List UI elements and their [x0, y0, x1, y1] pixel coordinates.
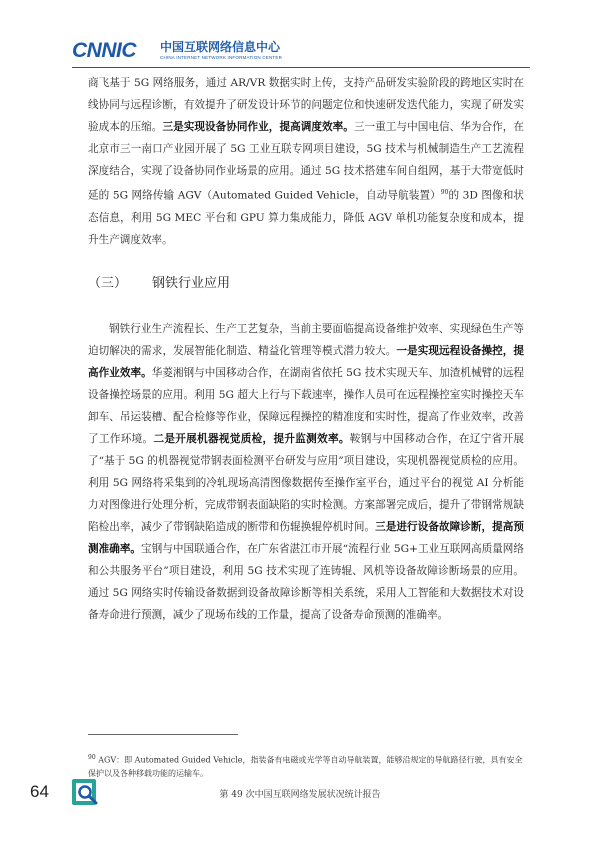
section-title: 钢铁行业应用	[152, 276, 231, 291]
paragraph-text: 商飞基于 5G 网络服务，通过 AR/VR 数据实时上传，支持产品研发实验阶段的跨地区实时在线协同与远程诊断，有效提升了研发设计环节的问题定位和快速研发迭代能力，实现了研发实验成本的压缩。	[88, 77, 524, 133]
paragraph-text: 钢铁行业生产流程长、生产工艺复杂，当前主要面临提高设备维护效率、实现绿色生产等迫切解决的需求，发展智能化制造、精益化管理等模式潜力较大。	[88, 323, 524, 357]
paragraph-text: 宝钢与中国联通合作，在广东省湛江市开展“流程行业 5G+工业互联网高质量网络和公共服务平台”项目建设，利用 5G 技术实现了连铸辊、风机等设备故障诊断场景的应用。通过 5G 网络实时传输设备数据到设备故障诊断等相关系统，采用人工智能和大数据技术对设备寿命进行预测，减少了现场布线的工作量，提高了设备寿命预测的准确率。	[88, 543, 525, 621]
bold-point: 一是实现远程设备操控，提高作业效率。	[88, 345, 525, 379]
footnote-reference[interactable]: 90	[440, 189, 449, 196]
footnote-number: 90	[88, 754, 96, 761]
footnote-text: AGV：即 Automated Guided Vehicle，指装备有电磁或光学等自动导航装置，能够沿规定的导航路径行驶，具有安全保护以及各种移载功能的运输车。	[88, 755, 523, 778]
footnote	[88, 751, 524, 780]
body-paragraph-2	[88, 318, 524, 626]
report-title: 第 49 次中国互联网络发展状况统计报告	[219, 790, 381, 800]
page-number: 64	[30, 782, 49, 801]
bold-point: 二是开展机器视觉质检，提升监测效率。	[153, 433, 350, 445]
paragraph-text: 鞍钢与中国移动合作，在辽宁省开展了“基于 5G 的机器视觉带钢表面检测平台研发与应用”项目建设，实现机器视觉质检的应用。利用 5G 网络将采集到的冷轧现场高清图像数据传至操作室平台，通过平台的视觉 AI 分析能力对图像进行处理分析，完成带钢表面缺陷的实时检测。方案部署完成后，提升了带钢常规缺陷检出率，减少了带钢缺陷造成的断带和伤辊换辊停机时间。	[88, 433, 525, 533]
paragraph-text: 三一重工与中国电信、华为合作，在北京市三一南口产业园开展了 5G 工业互联专网项目建设，5G 技术与机械制造生产工艺流程深度结合，实现了设备协同作业场景的应用。通过 5G 技术搭建车间自组网，基于大带宽低时延的 5G 网络传输 AGV（Automated Guided Vehicle，自动导航装置）	[88, 121, 525, 202]
bold-point: 三是进行设备故障诊断，提高预测准确率。	[88, 521, 525, 555]
section-number: （三）	[88, 276, 128, 291]
org-name-cn: 中国互联网络信息中心	[160, 40, 281, 54]
page-header	[72, 32, 532, 64]
org-name-en: CHINA INTERNET NETWORK INFORMATION CENTER	[160, 55, 283, 60]
section-heading	[88, 274, 230, 294]
paragraph-text: 的 3D 图像和状态信息，利用 5G MEC 平台和 GPU 算力集成能力，降低 AGV 单机功能复杂度和成本，提升生产调度效率。	[88, 189, 525, 246]
paragraph-text: 华菱湘钢与中国移动合作，在湖南省依托 5G 技术实现天车、加渣机械臂的远程设备操控场景的应用。利用 5G 超大上行与下载速率，操作人员可在远程操控室实时操控天车卸车、吊运装槽、配合检修等作业，保障远程操控的精准度和实时性，提高了作业效率，改善了工作环境。	[88, 367, 525, 445]
footnote-divider	[88, 734, 238, 735]
header-divider	[72, 67, 530, 68]
bold-point: 三是实现设备协同作业，提高调度效率。	[162, 121, 354, 133]
cnnic-logo: CNNIC	[72, 39, 136, 62]
body-paragraph-1	[88, 72, 524, 251]
